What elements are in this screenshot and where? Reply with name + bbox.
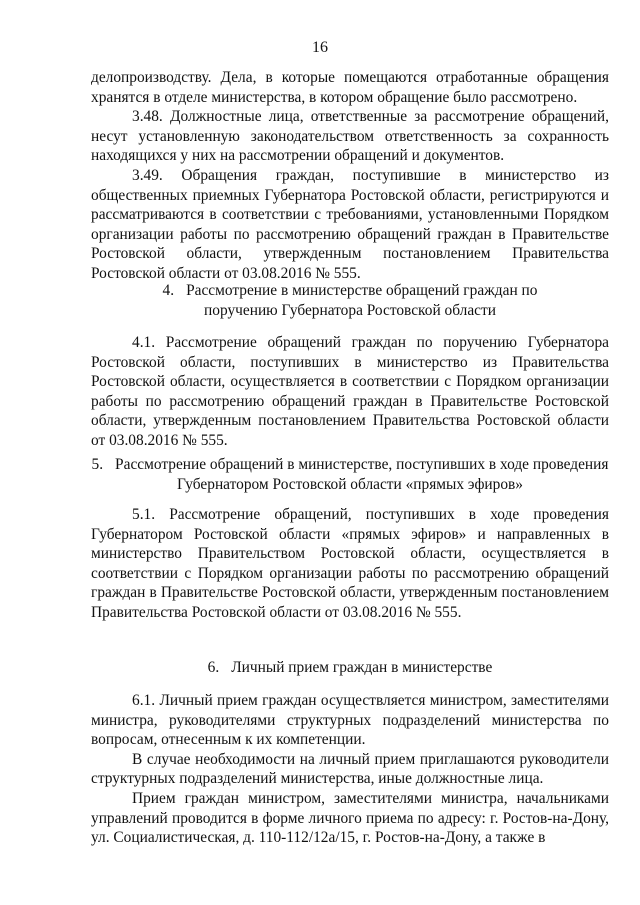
section-4-title-line-2: поручению Губернатора Ростовской области (204, 301, 496, 319)
section-5-number: 5. (91, 456, 104, 473)
section-4-heading (80, 281, 620, 320)
section-6-number: 6. (207, 659, 220, 676)
paragraph-4-1: 4.1. Рассмотрение обращений граждан по поручению Губернатора Ростовской области, поступивших в министерство из Правительства Ростовской области, осуществляется в соответствии с Порядком организации работы по рассмотрению обращений граждан в Правительстве Ростовской области, утвержденным постановлением Правительства Ростовской области от 03.08.2016 № 555. (91, 334, 609, 449)
text-block-1 (91, 68, 609, 284)
section-6-title: 6. Личный прием граждан в министерстве (207, 659, 493, 676)
section-6-body (91, 691, 609, 848)
paragraph-continuation: делопроизводству. Дела, в которые помещаются отработанные обращения хранятся в отделе министерства, в котором обращение было рассмотрено. (91, 69, 609, 106)
section-4-body (91, 333, 609, 451)
paragraph-3-49: 3.49. Обращения граждан, поступившие в министерство из общественных приемных Губернатора Ростовской области, регистрируются и рассматриваются в соответствии с требованиями, установленными Порядком организации работы по рассмотрению обращений граждан в Правительстве Ростовской области, утвержденным постановлением Правительства Ростовской области от 03.08.2016 № 555. (91, 166, 609, 282)
section-4-number: 4. (162, 282, 175, 299)
paragraph-6-1: 6.1. Личный прием граждан осуществляется министром, заместителями министра, руководителями структурных подразделений министерства по вопросам, отнесенным к их компетенции. (91, 692, 609, 749)
paragraph-6-address: Прием граждан министром, заместителями министра, начальниками управлений проводится в форме личного приема по адресу: г. Ростов-на-Дону, ул. Социалистическая, д. 110-112/12а/15, г. Ростов-на-Дону, а также в (91, 789, 609, 847)
paragraph-5-1: 5.1. Рассмотрение обращений, поступивших в ходе проведения Губернатором Ростовской области «прямых эфиров» и направленных в министерство Правительством Ростовской области, осуществляется в соответствии с Порядком организации работы по рассмотрению обращений граждан в Правительстве Ростовской области, утвержденным постановлением Правительства Ростовской области от 03.08.2016 № 555. (91, 506, 609, 621)
section-5-title-line-1: 5. Рассмотрение обращений в министерстве, поступивших в ходе проведения (91, 456, 609, 473)
section-4-title-line-1: 4. Рассмотрение в министерстве обращений граждан по (162, 282, 538, 299)
section-5-heading (80, 455, 620, 494)
paragraph-6-invite: В случае необходимости на личный прием приглашаются руководители структурных подразделений министерства, иные должностные лица. (91, 750, 609, 788)
section-5-title-line-2: Губернатором Ростовской области «прямых эфиров» (176, 475, 524, 493)
paragraph-3-48: 3.48. Должностные лица, ответственные за рассмотрение обращений, несут установленную законодательством ответственность за сохранность находящихся у них на рассмотрении обращений и документов. (91, 108, 609, 165)
section-6-heading (80, 658, 620, 678)
section-5-body (91, 505, 609, 623)
page-number: 16 (312, 39, 328, 56)
